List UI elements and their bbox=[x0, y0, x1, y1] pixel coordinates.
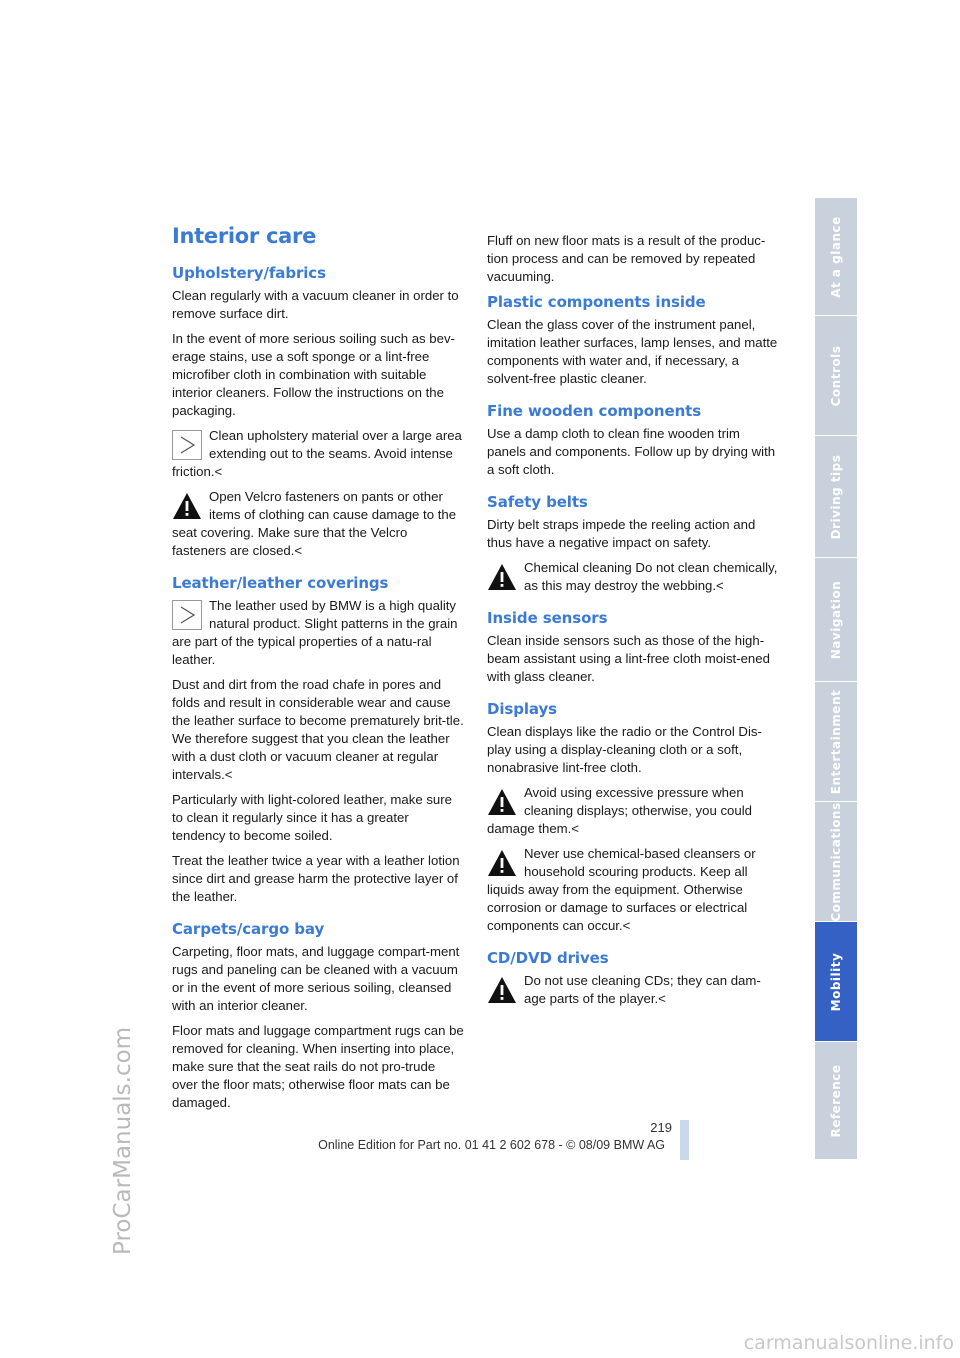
tab-label: Mobility bbox=[829, 952, 843, 1011]
warning-note bbox=[487, 784, 779, 838]
tab-label: Entertainment bbox=[829, 689, 843, 794]
paragraph: Dirty belt straps impede the reeling action and thus have a negative impact on safety. bbox=[487, 517, 756, 550]
section bbox=[487, 293, 779, 388]
warning-note bbox=[487, 972, 779, 1008]
warning-icon bbox=[487, 562, 517, 592]
warning-icon bbox=[487, 848, 517, 878]
section bbox=[487, 700, 779, 935]
left-column bbox=[172, 224, 464, 1119]
footer-text: Online Edition for Part no. 01 41 2 602 678 - © 08/09 BMW AG bbox=[318, 1138, 665, 1152]
paragraph: Treat the leather twice a year with a leather lotion since dirt and grease harm the protective layer of the leather. bbox=[172, 853, 460, 904]
paragraph: Clean the glass cover of the instrument panel, imitation leather surfaces, lamp lenses, and matte components with water and, if necessary, a solvent-free plastic cleaner. bbox=[487, 317, 778, 386]
paragraph: Clean regularly with a vacuum cleaner in order to remove surface dirt. bbox=[172, 288, 459, 321]
warning-note bbox=[487, 559, 779, 595]
tab-driving-tips[interactable] bbox=[815, 436, 857, 558]
paragraph: Clean inside sensors such as those of the high-beam assistant using a lint-free cloth moist-ened with glass cleaner. bbox=[487, 633, 770, 684]
tab-at-a-glance[interactable] bbox=[815, 198, 857, 316]
tab-mobility[interactable] bbox=[815, 922, 857, 1042]
section bbox=[172, 574, 464, 906]
note-text: Chemical cleaning Do not clean chemically, as this may destroy the webbing.< bbox=[524, 560, 778, 593]
paragraph: Carpeting, floor mats, and luggage compart-ment rugs and paneling can be cleaned with a vacuum or in the event of more serious soiling, cleansed with an interior cleaner. bbox=[172, 944, 460, 1013]
note-text: Avoid using excessive pressure when cleaning displays; otherwise, you could damage them.< bbox=[487, 785, 752, 836]
left-sections bbox=[172, 264, 464, 1112]
tab-label: Controls bbox=[829, 345, 843, 406]
paragraph: Floor mats and luggage compartment rugs can be removed for cleaning. When inserting into place, make sure that the seat rails do not pro-trude over the floor mats; otherwise floor mats can be damaged. bbox=[172, 1023, 464, 1110]
tab-label: Driving tips bbox=[829, 454, 843, 539]
section-heading: Carpets/cargo bay bbox=[172, 920, 325, 938]
section bbox=[487, 493, 779, 595]
note-text: Open Velcro fasteners on pants or other items of clothing can cause damage to the seat covering. Make sure that the Velcro fasteners are closed.< bbox=[172, 489, 457, 558]
page-number: 219 bbox=[650, 1120, 672, 1135]
section-tabs bbox=[815, 198, 857, 1160]
paragraph: Dust and dirt from the road chafe in pores and folds and result in considerable wear and cause the leather surface to become prematurely brit-tle. We therefore suggest that you clean the leather with a dust cloth or vacuum cleaner at regular intervals.< bbox=[172, 677, 464, 782]
tab-label: At a glance bbox=[829, 215, 843, 298]
section-heading: Safety belts bbox=[487, 493, 588, 511]
tab-communications[interactable] bbox=[815, 802, 857, 922]
section bbox=[487, 402, 779, 479]
section-heading: Inside sensors bbox=[487, 609, 608, 627]
tab-controls[interactable] bbox=[815, 316, 857, 436]
warning-icon bbox=[487, 975, 517, 1005]
note-text: The leather used by BMW is a high quality natural product. Slight patterns in the grain are part of the typical properties of a natu-ral leather. bbox=[172, 598, 458, 667]
warning-note bbox=[172, 488, 464, 560]
section bbox=[487, 949, 779, 1008]
paragraph: Clean displays like the radio or the Control Dis-play using a display-cleaning cloth or a soft, nonabrasive lint-free cloth. bbox=[487, 724, 762, 775]
corner-watermark: carmanualsonline.info bbox=[743, 1332, 954, 1354]
warning-icon bbox=[487, 787, 517, 817]
note-text: Clean upholstery material over a large area extending out to the seams. Avoid intense friction.< bbox=[172, 428, 462, 479]
tab-label: Communications bbox=[829, 801, 843, 922]
section-heading: Upholstery/fabrics bbox=[172, 264, 326, 282]
right-sections bbox=[487, 293, 779, 1008]
right-intro: Fluff on new floor mats is a result of the produc-tion process and can be removed by repeated vacuuming. bbox=[487, 233, 766, 284]
paragraph: Particularly with light-colored leather, make sure to clean it regularly since it has a greater tendency to become soiled. bbox=[172, 792, 452, 843]
section bbox=[172, 920, 464, 1112]
paragraph: Use a damp cloth to clean fine wooden trim panels and components. Follow up by drying with a soft cloth. bbox=[487, 426, 776, 477]
warning-icon bbox=[172, 491, 202, 521]
section bbox=[172, 264, 464, 560]
tab-reference[interactable] bbox=[815, 1042, 857, 1160]
info-note bbox=[172, 597, 464, 669]
page-number-bar bbox=[680, 1120, 689, 1160]
section-heading: CD/DVD drives bbox=[487, 949, 609, 967]
right-column bbox=[487, 232, 779, 1015]
side-watermark: ProCarManuals.com bbox=[110, 1026, 136, 1255]
tab-navigation[interactable] bbox=[815, 558, 857, 682]
section bbox=[487, 609, 779, 686]
section-heading: Plastic components inside bbox=[487, 293, 706, 311]
note-icon bbox=[172, 430, 202, 460]
section-heading: Displays bbox=[487, 700, 557, 718]
tab-label: Navigation bbox=[829, 580, 843, 659]
warning-note bbox=[487, 845, 779, 935]
note-text: Never use chemical-based cleansers or household scouring products. Keep all liquids away from the equipment. Otherwise corrosion or damage to surfaces or electrical components can occur.< bbox=[487, 846, 756, 933]
section-heading: Leather/leather coverings bbox=[172, 574, 389, 592]
tab-label: Reference bbox=[829, 1063, 843, 1138]
note-text: Do not use cleaning CDs; they can dam-age parts of the player.< bbox=[524, 973, 761, 1006]
paragraph: In the event of more serious soiling such as bev-erage stains, use a soft sponge or a lint-free microfiber cloth in combination with suitable interior cleaners. Follow the instructions on the packaging. bbox=[172, 331, 455, 418]
section-heading: Fine wooden components bbox=[487, 402, 702, 420]
page-title: Interior care bbox=[172, 224, 317, 248]
tab-entertainment[interactable] bbox=[815, 682, 857, 802]
info-note bbox=[172, 427, 464, 481]
note-icon bbox=[172, 600, 202, 630]
